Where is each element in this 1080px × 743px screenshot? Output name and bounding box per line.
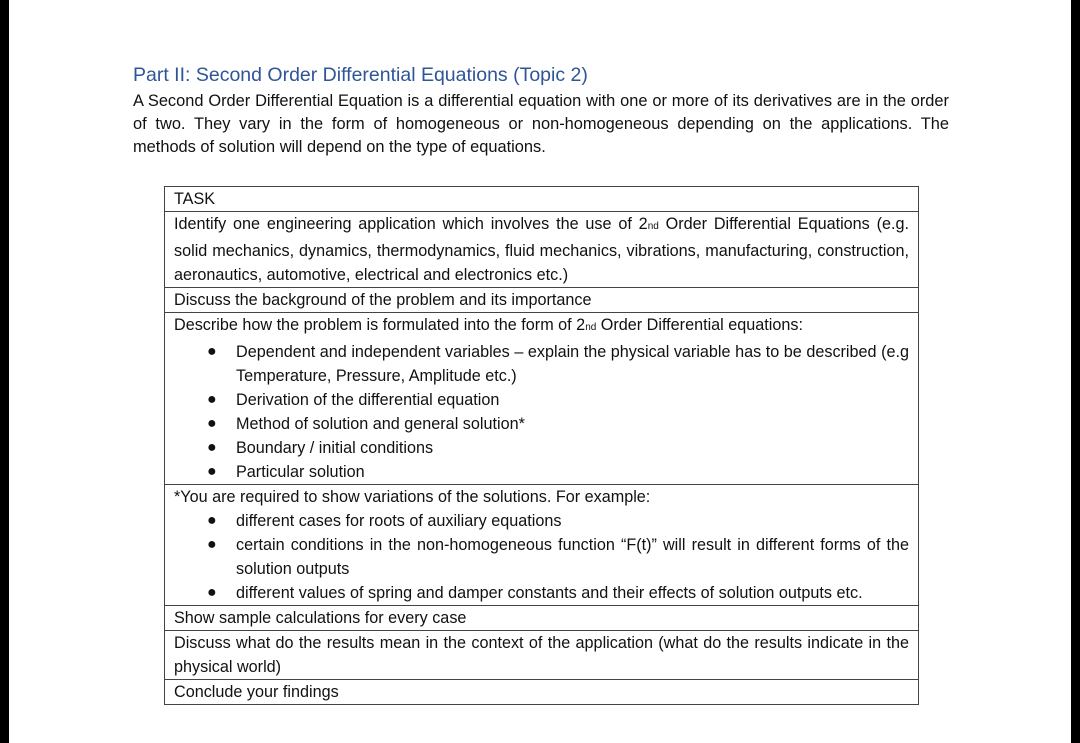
list-item: ● Boundary / initial conditions (174, 436, 909, 460)
table-header-label: TASK (174, 190, 216, 208)
bullet-icon: ● (207, 439, 217, 456)
bullet-icon: ● (207, 415, 217, 432)
bullet-icon: ● (207, 343, 217, 360)
task-row-discuss-results: Discuss what do the results mean in the context of the application (what do the results indicate in the physical world) (165, 630, 918, 679)
formulation-bullet-list (174, 340, 909, 484)
variations-intro: *You are required to show variations of the solutions. For example: (174, 488, 651, 506)
bullet-icon: ● (207, 584, 217, 601)
list-item: ● certain conditions in the non-homogeneous function “F(t)” will result in different forms of the solution outputs (174, 533, 909, 581)
task-row-conclusion: Conclude your findings (165, 679, 918, 704)
task-row-identify-application: Identify one engineering application which involves the use of 2nd Order Differential Equations (e.g. solid mechanics, dynamics, thermodynamics, fluid mechanics, vibrations, manufacturing, construction, aeronautics, automotive, electrical and electronics etc.) (165, 211, 918, 287)
list-item: ● Derivation of the differential equation (174, 388, 909, 412)
document-page (9, 0, 1071, 743)
task-row-formulation (165, 312, 918, 484)
task-row-sample-calculations: Show sample calculations for every case (165, 605, 918, 630)
list-item: ● different values of spring and damper constants and their effects of solution outputs etc. (174, 581, 909, 605)
list-item: ● Dependent and independent variables – explain the physical variable has to be described (e.g Temperature, Pressure, Amplitude etc.) (174, 340, 909, 388)
list-item: ● Particular solution (174, 460, 909, 484)
section-heading: Part II: Second Order Differential Equations (Topic 2) (133, 64, 588, 86)
formulation-intro: Describe how the problem is formulated into the form of 2nd Order Differential equations: (174, 316, 803, 334)
task-row-background: Discuss the background of the problem and its importance (165, 287, 918, 312)
table-header (165, 187, 918, 211)
bullet-icon: ● (207, 512, 217, 529)
list-item: ● Method of solution and general solution* (174, 412, 909, 436)
variations-bullet-list (174, 509, 909, 605)
bullet-icon: ● (207, 391, 217, 408)
bullet-icon: ● (207, 463, 217, 480)
list-item: ● different cases for roots of auxiliary equations (174, 509, 909, 533)
bullet-icon: ● (207, 536, 217, 553)
task-row-variations (165, 484, 918, 605)
task-table (164, 186, 919, 705)
intro-paragraph: A Second Order Differential Equation is a differential equation with one or more of its derivatives are in the order of two. They vary in the form of homogeneous or non-homogeneous depending on the applications. The methods of solution will depend on the type of equations. (133, 92, 949, 156)
